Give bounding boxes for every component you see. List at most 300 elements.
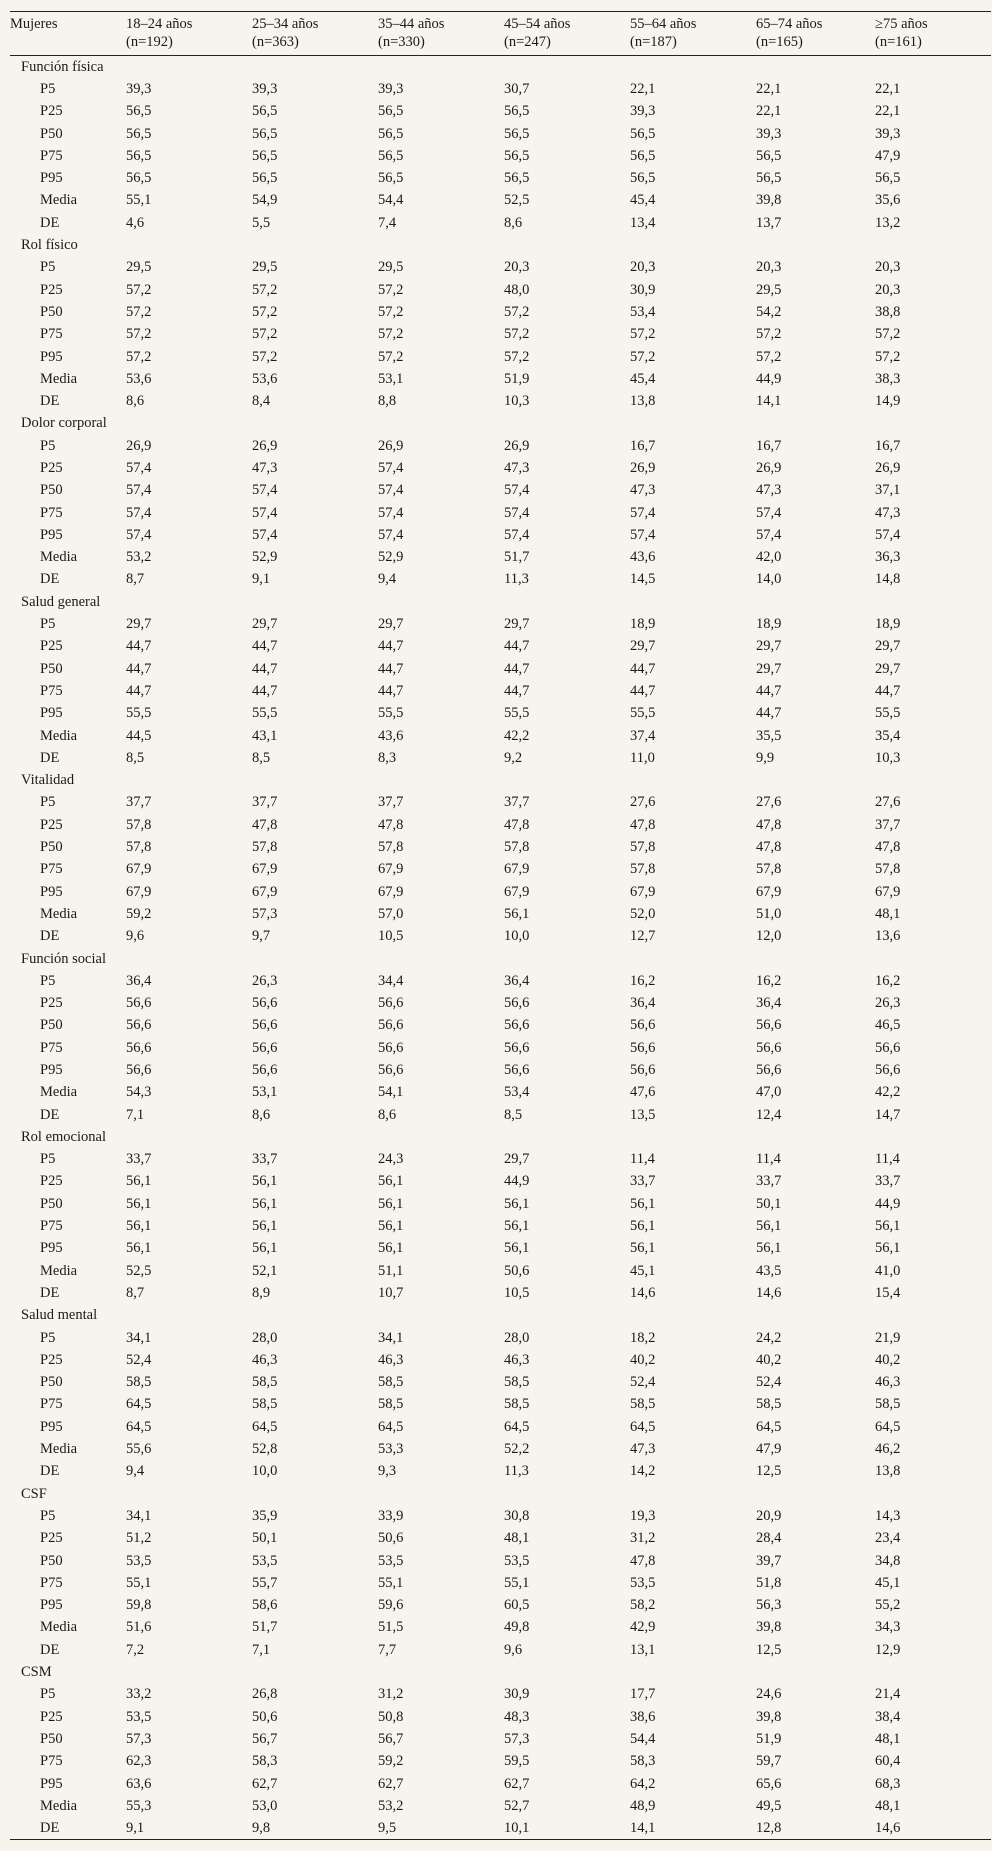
statistic-label: P25 [40,1530,63,1547]
table-cell: 56,1 [378,1173,404,1190]
table-cell: 47,3 [630,482,656,499]
table-row [10,345,991,367]
statistic-label: Media [40,1619,78,1636]
table-cell: 26,9 [756,459,782,476]
table-cell: 9,7 [252,928,271,945]
table-cell: 51,5 [378,1619,404,1636]
table-cell: 64,2 [630,1775,656,1792]
statistic-label: DE [40,1463,60,1480]
section-title: Salud general [21,593,101,610]
table-cell: 36,4 [504,972,530,989]
table-cell: 11,3 [504,1463,529,1480]
section-header-row [10,1483,991,1505]
table-cell: 14,6 [630,1284,656,1301]
statistic-label: P75 [40,1396,63,1413]
statistic-label: Media [40,905,78,922]
table-cell: 10,3 [875,749,901,766]
table-cell: 56,6 [252,1062,278,1078]
table-cell: 22,1 [875,103,901,120]
table-row [10,1705,991,1727]
table-cell: 47,8 [252,816,278,833]
table-cell: 7,1 [126,1106,145,1123]
table-cell: 56,1 [756,1218,782,1235]
table-cell: 57,4 [504,526,530,543]
table-cell: 67,9 [126,883,152,900]
header-n-label: (n=363) [252,34,299,50]
section-title: Función física [21,58,104,75]
table-cell: 54,4 [378,192,404,209]
table-cell: 52,9 [252,549,278,566]
table-cell: 47,3 [756,482,782,499]
table-cell: 57,4 [126,459,152,476]
table-row [10,1148,991,1170]
table-cell: 56,1 [126,1173,152,1190]
table-row [10,256,991,278]
table-cell: 8,3 [378,749,397,766]
table-row [10,479,991,501]
table-cell: 35,9 [252,1507,278,1524]
table-cell: 57,2 [630,348,656,365]
table-row [10,546,991,568]
table-cell: 22,1 [630,80,656,97]
statistic-label: P5 [40,259,56,276]
table-cell: 53,4 [630,303,656,320]
statistic-label: DE [40,393,60,410]
table-cell: 10,1 [504,1817,630,1839]
table-cell: 26,9 [252,437,278,454]
table-cell: 45,4 [630,370,656,387]
statistic-label: P50 [40,303,63,320]
table-cell: 62,7 [504,1775,530,1792]
table-cell: 56,5 [630,147,656,164]
table-cell: 57,2 [252,281,278,298]
table-cell: 57,8 [252,839,278,856]
table-cell: 4,6 [126,214,145,231]
table-cell: 53,4 [504,1084,530,1101]
table-cell: 57,4 [378,526,404,543]
header-age-label: 55–64 años [630,16,697,32]
table-cell: 21,9 [875,1329,901,1346]
table-cell: 9,4 [126,1463,145,1480]
table-cell: 57,2 [504,348,530,365]
table-cell: 34,3 [875,1619,901,1636]
table-cell: 56,5 [252,170,278,187]
table-cell: 57,2 [875,348,901,365]
table-cell: 57,4 [378,482,404,499]
table-cell: 50,6 [504,1262,530,1279]
table-row [10,992,991,1014]
table-cell: 11,4 [875,1151,900,1168]
table-cell: 42,2 [504,727,530,744]
table-row [10,858,991,880]
table-cell: 44,7 [504,638,530,655]
table-cell: 56,1 [252,1173,278,1190]
statistic-label: Media [40,549,78,566]
table-cell: 39,3 [252,80,278,97]
table-cell: 67,9 [504,861,530,878]
statistic-label: P75 [40,504,63,521]
table-cell: 57,4 [756,526,782,543]
table-cell: 56,6 [378,1062,404,1078]
table-cell: 57,4 [252,482,278,499]
table-cell: 36,4 [756,995,782,1012]
table-cell: 57,4 [126,526,152,543]
table-cell: 5,5 [252,214,271,231]
table-cell: 57,0 [378,905,404,922]
header-age-group [252,12,378,56]
table-cell: 54,4 [630,1730,656,1747]
table-cell: 26,3 [252,972,278,989]
table-cell: 17,7 [630,1686,656,1703]
statistic-label: Media [40,1084,78,1101]
table-cell: 45,1 [630,1262,656,1279]
section-header-row [10,1304,991,1326]
table-cell: 40,2 [756,1351,782,1368]
table-cell: 43,6 [630,549,656,566]
table-row [10,122,991,144]
statistic-label: P25 [40,281,63,298]
statistic-label: Media [40,1441,78,1458]
table-cell: 57,4 [252,504,278,521]
table-cell: 51,7 [504,549,530,566]
statistic-label: P95 [40,1597,63,1614]
table-cell: 14,2 [630,1463,656,1480]
table-cell: 14,7 [875,1106,901,1123]
table-cell: 56,6 [630,1017,656,1034]
table-cell: 67,9 [875,883,901,900]
table-cell: 59,8 [126,1597,152,1614]
table-cell: 20,3 [630,259,656,276]
statistic-label: P75 [40,147,63,164]
table-cell: 27,6 [630,794,656,811]
table-row [10,501,991,523]
table-row [10,1728,991,1750]
header-n-label: (n=330) [378,34,425,50]
table-cell: 56,5 [504,103,530,120]
table-cell: 48,9 [630,1797,656,1814]
statistic-label: DE [40,1106,60,1123]
table-cell: 56,5 [126,125,152,142]
table-body [10,56,991,1840]
table-cell: 47,8 [756,839,782,856]
table-cell: 55,5 [252,705,278,722]
statistic-label: P5 [40,972,56,989]
table-cell: 8,6 [378,1106,397,1123]
table-cell: 55,1 [126,1574,152,1591]
table-row [10,189,991,211]
table-cell: 56,1 [378,1195,404,1212]
table-cell: 44,7 [378,660,404,677]
table-cell: 56,1 [630,1195,656,1212]
section-header-row [10,591,991,613]
table-cell: 9,6 [126,928,145,945]
statistic-label: P95 [40,1775,63,1792]
table-cell: 44,5 [126,727,152,744]
table-cell: 27,6 [756,794,782,811]
statistic-label: Media [40,727,78,744]
table-cell: 38,8 [875,303,901,320]
table-cell: 55,1 [126,192,152,209]
table-cell: 33,2 [126,1686,152,1703]
table-cell: 57,4 [378,504,404,521]
table-cell: 30,9 [630,281,656,298]
table-cell: 44,9 [756,370,782,387]
table-cell: 53,5 [126,1552,152,1569]
table-row [10,1349,991,1371]
table-cell: 59,5 [504,1753,530,1770]
statistic-label: P75 [40,1574,63,1591]
table-cell: 47,8 [875,839,901,856]
table-cell: 20,3 [756,259,782,276]
table-cell: 33,7 [875,1173,901,1190]
table-cell: 46,3 [504,1351,530,1368]
table-cell: 13,4 [630,214,656,231]
table-row [10,1416,991,1438]
table-cell: 56,1 [630,1218,656,1235]
table-cell: 50,1 [756,1195,782,1212]
table-cell: 58,5 [252,1374,278,1391]
table-cell: 57,2 [126,348,152,365]
table-cell: 29,5 [756,281,782,298]
table-cell: 56,1 [126,1218,152,1235]
table-row [10,1282,991,1304]
table-cell: 55,5 [630,705,656,722]
table-cell: 14,1 [756,393,782,410]
table-cell: 42,9 [630,1619,656,1636]
table-cell: 9,9 [756,749,775,766]
table-row [10,167,991,189]
table-cell: 56,1 [756,1240,782,1257]
table-cell: 57,4 [630,504,656,521]
table-cell: 9,3 [378,1463,397,1480]
table-cell: 56,1 [875,1218,901,1235]
table-cell: 58,5 [504,1374,530,1391]
table-cell: 48,1 [875,1797,901,1814]
statistic-label: DE [40,928,60,945]
table-cell: 56,1 [252,1240,278,1257]
table-cell: 62,3 [126,1753,152,1770]
table-cell: 38,6 [630,1708,656,1725]
table-cell: 56,5 [252,125,278,142]
table-cell: 34,4 [378,972,404,989]
table-cell: 56,5 [252,103,278,120]
statistic-label: DE [40,571,60,588]
table-cell: 10,7 [378,1284,404,1301]
header-n-label: (n=161) [875,34,922,50]
table-cell: 11,0 [630,749,655,766]
table-cell: 52,7 [504,1797,530,1814]
table-cell: 67,9 [630,883,656,900]
table-cell: 53,5 [126,1708,152,1725]
table-cell: 53,5 [378,1552,404,1569]
header-age-group [126,12,252,56]
table-cell: 44,9 [504,1173,530,1190]
table-cell: 48,1 [875,1730,901,1747]
header-age-group [630,12,756,56]
table-cell: 56,1 [504,1218,530,1235]
section-header-row [10,769,991,791]
header-n-label: (n=165) [756,34,803,50]
table-cell: 56,6 [126,1062,152,1078]
statistic-label: P50 [40,1374,63,1391]
statistic-label: P25 [40,1173,63,1190]
table-cell: 20,3 [875,281,901,298]
table-cell: 57,2 [504,326,530,343]
table-row [10,724,991,746]
table-cell: 14,6 [875,1817,991,1839]
table-cell: 11,4 [630,1151,655,1168]
table-cell: 10,3 [504,393,530,410]
table-cell: 59,6 [378,1597,404,1614]
table-cell: 57,4 [630,526,656,543]
table-cell: 57,4 [756,504,782,521]
table-cell: 56,1 [630,1240,656,1257]
table-row [10,1393,991,1415]
table-cell: 56,6 [756,1017,782,1034]
table-cell: 50,8 [378,1708,404,1725]
table-row [10,1260,991,1282]
table-cell: 49,5 [756,1797,782,1814]
table-cell: 58,5 [630,1396,656,1413]
table-cell: 13,5 [630,1106,656,1123]
statistic-label: P25 [40,459,63,476]
table-cell: 57,8 [875,861,901,878]
table-cell: 56,3 [756,1597,782,1614]
statistic-label: P75 [40,326,63,343]
table-cell: 56,5 [504,125,530,142]
table-cell: 67,9 [252,883,278,900]
table-cell: 55,3 [126,1797,152,1814]
table-cell: 53,0 [252,1797,278,1814]
table-cell: 47,3 [875,504,901,521]
table-row [10,1639,991,1661]
table-cell: 56,5 [126,103,152,120]
table-cell: 58,5 [252,1396,278,1413]
table-cell: 54,3 [126,1084,152,1101]
table-cell: 37,7 [875,816,901,833]
table-row [10,1460,991,1482]
table-cell: 24,3 [378,1151,404,1168]
table-cell: 26,3 [875,995,901,1012]
statistic-label: P50 [40,1195,63,1212]
table-cell: 47,8 [756,816,782,833]
table-cell: 8,5 [504,1106,523,1123]
table-cell: 44,7 [756,705,782,722]
table-cell: 59,2 [126,905,152,922]
table-row [10,1438,991,1460]
table-cell: 26,9 [378,437,404,454]
table-cell: 42,0 [756,549,782,566]
table-cell: 56,5 [378,103,404,120]
table-cell: 26,9 [126,437,152,454]
table-cell: 59,7 [756,1753,782,1770]
table-cell: 68,3 [875,1775,901,1792]
table-cell: 35,5 [756,727,782,744]
table-cell: 56,6 [504,995,530,1012]
statistic-label: P25 [40,1708,63,1725]
table-cell: 12,8 [756,1817,875,1839]
table-cell: 56,1 [504,905,530,922]
header-title: Mujeres [10,16,58,32]
table-cell: 52,5 [126,1262,152,1279]
table-cell: 56,6 [756,1039,782,1056]
table-cell: 57,4 [504,504,530,521]
table-cell: 56,5 [756,170,782,187]
table-cell: 57,2 [252,326,278,343]
statistic-label: Media [40,1797,78,1814]
statistic-label: P25 [40,638,63,655]
header-age-group [378,12,504,56]
statistic-label: P95 [40,883,63,900]
table-cell: 13,8 [875,1463,901,1480]
table-row [10,145,991,167]
table-cell: 47,3 [504,459,530,476]
table-cell: 18,9 [875,616,901,633]
table-cell: 56,1 [126,1195,152,1212]
table-cell: 64,5 [126,1396,152,1413]
table-cell: 54,9 [252,192,278,209]
table-cell: 56,5 [378,147,404,164]
table-cell: 57,2 [252,303,278,320]
table-cell: 46,2 [875,1441,901,1458]
header-age-group [504,12,630,56]
table-cell: 56,6 [630,1039,656,1056]
table-cell: 56,1 [252,1218,278,1235]
table-cell: 56,5 [252,147,278,164]
table-cell: 29,7 [630,638,656,655]
table-cell: 13,1 [630,1641,656,1658]
table-cell: 29,7 [378,616,404,633]
table-row [10,1237,991,1259]
table-cell: 57,2 [378,326,404,343]
header-row [10,12,991,56]
statistic-label: P5 [40,80,56,97]
table-cell: 62,7 [252,1775,278,1792]
table-cell: 64,5 [875,1418,901,1435]
table-cell: 20,9 [756,1507,782,1524]
table-cell: 57,4 [126,482,152,499]
table-cell: 55,5 [126,705,152,722]
table-cell: 31,2 [378,1686,404,1703]
table-cell: 55,2 [875,1597,901,1614]
table-row [10,1549,991,1571]
table-row [10,747,991,769]
table-cell: 33,7 [126,1151,152,1168]
table-cell: 52,4 [630,1374,656,1391]
statistic-label: P75 [40,861,63,878]
table-row [10,1059,991,1081]
table-cell: 53,1 [252,1084,278,1101]
table-row [10,1795,991,1817]
table-cell: 57,8 [504,839,530,856]
table-cell: 65,6 [756,1775,782,1792]
table-cell: 16,7 [756,437,782,454]
table-cell: 64,5 [378,1418,404,1435]
table-cell: 14,6 [756,1284,782,1301]
table-row [10,1014,991,1036]
table-cell: 13,2 [875,214,901,231]
table-cell: 16,2 [875,972,901,989]
table-cell: 67,9 [126,861,152,878]
table-row [10,925,991,947]
table-cell: 7,2 [126,1641,145,1658]
table-cell: 56,5 [378,170,404,187]
table-cell: 58,5 [756,1396,782,1413]
table-cell: 37,1 [875,482,901,499]
table-cell: 28,0 [504,1329,530,1346]
reference-values-table [10,11,991,1840]
table-row [10,1215,991,1237]
